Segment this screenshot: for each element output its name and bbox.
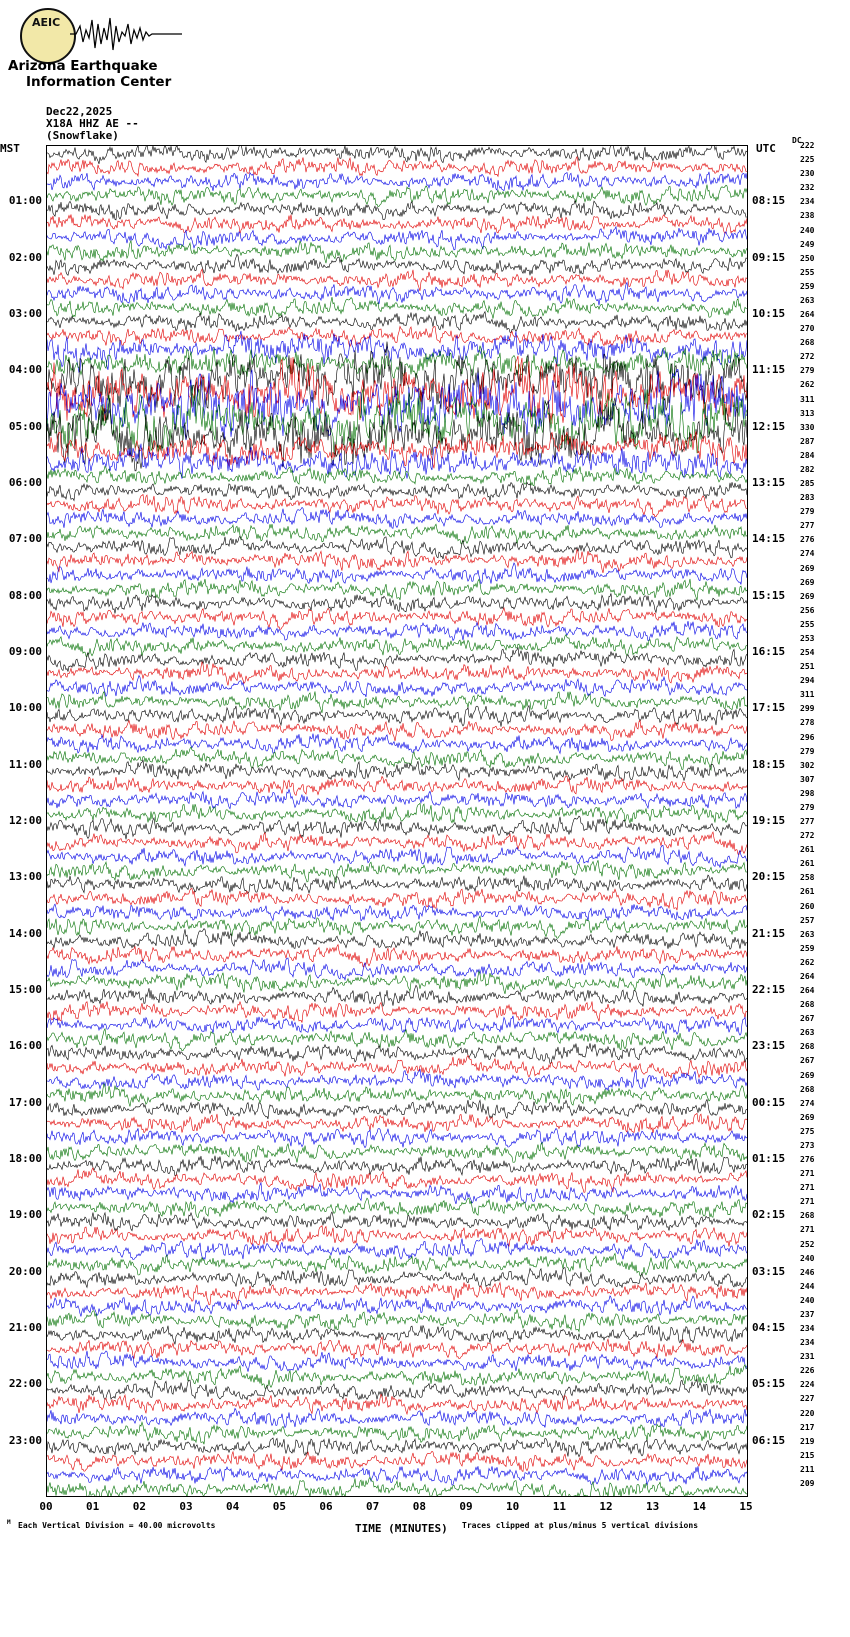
x-tick-label: 06 xyxy=(319,1500,333,1513)
dc-value-label: 268 xyxy=(800,338,815,348)
dc-value-label: 267 xyxy=(800,1056,815,1066)
dc-value-label: 277 xyxy=(800,817,815,826)
mst-hour-label: 03:00 xyxy=(8,307,42,320)
seismic-trace xyxy=(47,549,747,573)
dc-value-label: 209 xyxy=(800,1478,815,1488)
dc-column-label: DC xyxy=(792,136,802,145)
dc-value-label: 253 xyxy=(800,633,815,643)
dc-value-label: 287 xyxy=(800,436,815,446)
utc-hour-label: 08:15 xyxy=(752,194,786,208)
dc-value-label: 313 xyxy=(800,408,815,418)
seismic-trace xyxy=(47,342,747,415)
seismic-trace xyxy=(47,1156,747,1176)
station-site-name: (Snowflake) xyxy=(46,129,119,142)
seismic-trace xyxy=(47,1451,747,1471)
seismic-trace xyxy=(47,945,747,967)
seismic-trace xyxy=(47,1408,747,1427)
dc-value-label: 225 xyxy=(800,155,815,165)
dc-value-label: 270 xyxy=(800,324,815,334)
utc-hour-label: 05:15 xyxy=(752,1377,786,1391)
utc-hour-label: 00:15 xyxy=(752,1095,786,1109)
dc-value-label: 268 xyxy=(800,1211,815,1221)
x-tick-label: 08 xyxy=(412,1500,426,1513)
utc-hour-label: 01:15 xyxy=(752,1152,786,1165)
seismic-trace xyxy=(47,563,747,585)
seismic-trace xyxy=(47,1438,747,1457)
mst-hour-label: 05:00 xyxy=(8,419,42,433)
logo-acronym: AEIC xyxy=(32,16,61,29)
dc-value-label: 269 xyxy=(800,577,815,587)
dc-value-label: 259 xyxy=(800,943,815,953)
utc-hour-label: 03:15 xyxy=(752,1264,786,1278)
dc-value-label: 240 xyxy=(800,1295,815,1305)
seismic-trace xyxy=(47,760,747,781)
utc-hour-label: 19:15 xyxy=(752,814,786,827)
seismic-trace xyxy=(47,1212,747,1232)
mst-hour-label: 23:00 xyxy=(8,1433,42,1447)
dc-value-label: 227 xyxy=(800,1394,815,1404)
utc-hour-label: 17:15 xyxy=(752,701,786,715)
x-tick-label: 13 xyxy=(646,1500,660,1513)
seismic-trace xyxy=(47,185,747,207)
x-tick-label: 11 xyxy=(552,1500,566,1513)
dc-value-label: 269 xyxy=(800,1112,815,1122)
dc-value-label: 302 xyxy=(800,760,815,770)
seismic-trace xyxy=(47,621,747,641)
dc-value-label: 244 xyxy=(800,1281,815,1291)
dc-value-label: 259 xyxy=(800,281,815,291)
seismic-trace xyxy=(47,662,747,686)
dc-value-label: 311 xyxy=(800,394,815,404)
dc-value-label: 276 xyxy=(800,1155,815,1164)
dc-value-label: 261 xyxy=(800,887,815,897)
utc-hour-label: 18:15 xyxy=(752,757,786,771)
dc-value-label: 252 xyxy=(800,1239,815,1249)
seismic-trace xyxy=(47,845,747,867)
dc-value-label: 217 xyxy=(800,1422,815,1432)
mst-hour-label: 17:00 xyxy=(8,1095,42,1109)
seismic-trace xyxy=(47,157,747,177)
dc-value-label: 273 xyxy=(800,1140,815,1150)
seismic-trace xyxy=(47,1198,747,1218)
seismic-trace xyxy=(47,803,747,823)
utc-hour-label: 15:15 xyxy=(752,588,786,602)
x-tick-label: 03 xyxy=(179,1500,193,1513)
dc-value-label: 234 xyxy=(800,1324,815,1333)
right-timezone-label: UTC xyxy=(756,142,776,155)
seismic-trace xyxy=(47,971,747,994)
dc-value-label: 276 xyxy=(800,535,815,545)
x-tick-label: 00 xyxy=(39,1500,53,1513)
utc-hour-label: 02:15 xyxy=(752,1208,786,1222)
dc-value-label: 240 xyxy=(800,1253,815,1263)
x-tick-label: 07 xyxy=(366,1500,380,1513)
seismic-trace xyxy=(47,241,747,264)
seismic-trace xyxy=(47,214,747,234)
dc-value-label: 238 xyxy=(800,211,815,221)
dc-value-label: 246 xyxy=(800,1267,815,1277)
dc-value-label: 254 xyxy=(800,648,815,657)
x-tick-label: 09 xyxy=(459,1500,473,1513)
seismic-trace xyxy=(47,1183,747,1204)
utc-hour-label: 14:15 xyxy=(752,532,786,546)
dc-value-label: 274 xyxy=(800,549,815,559)
station-channel: X18A HHZ AE -- xyxy=(46,117,139,130)
dc-value-label: 224 xyxy=(800,1380,815,1390)
seismic-trace xyxy=(47,1238,747,1259)
seismic-trace xyxy=(47,1477,747,1496)
seismic-trace xyxy=(47,1099,747,1119)
seismic-trace xyxy=(47,875,747,894)
dc-value-label: 272 xyxy=(800,831,815,841)
dc-value-label: 284 xyxy=(800,450,815,460)
x-tick-label: 05 xyxy=(272,1500,286,1513)
dc-value-label: 307 xyxy=(800,774,815,784)
mst-hour-label: 13:00 xyxy=(8,870,42,884)
dc-value-label: 283 xyxy=(800,493,815,503)
dc-value-label: 279 xyxy=(800,507,815,517)
dc-value-label: 269 xyxy=(800,1070,815,1080)
seismic-trace xyxy=(47,929,747,950)
dc-value-label: 256 xyxy=(800,605,815,615)
dc-value-label: 285 xyxy=(800,479,815,488)
dc-value-label: 271 xyxy=(800,1225,815,1235)
aeic-logo xyxy=(8,6,183,90)
seismic-trace xyxy=(47,326,747,346)
dc-value-label: 261 xyxy=(800,845,815,855)
dc-value-label: 274 xyxy=(800,1098,815,1108)
dc-value-label: 272 xyxy=(800,352,815,362)
mst-hour-label: 09:00 xyxy=(8,645,42,658)
seismic-trace xyxy=(47,832,747,855)
dc-value-label: 251 xyxy=(800,662,815,672)
dc-value-label: 279 xyxy=(800,366,815,376)
seismic-trace xyxy=(47,579,747,601)
utc-hour-label: 16:15 xyxy=(752,645,786,658)
utc-hour-label: 13:15 xyxy=(752,476,786,489)
utc-hour-label: 23:15 xyxy=(752,1039,786,1053)
record-date: Dec22,2025 xyxy=(46,105,113,118)
dc-value-label: 255 xyxy=(800,267,815,277)
utc-hour-label: 20:15 xyxy=(752,870,786,884)
seismic-trace xyxy=(47,635,747,657)
dc-value-label: 234 xyxy=(800,1338,815,1348)
mst-hour-label: 22:00 xyxy=(8,1377,42,1391)
mst-hour-label: 11:00 xyxy=(8,757,42,771)
dc-value-label: 269 xyxy=(800,563,815,573)
dc-value-label: 271 xyxy=(800,1169,815,1179)
dc-value-label: 330 xyxy=(800,422,815,432)
dc-value-label: 264 xyxy=(800,971,815,981)
seismic-trace xyxy=(47,1268,747,1288)
dc-value-label: 279 xyxy=(800,802,815,812)
scale-note: Each Vertical Division = 40.00 microvolts xyxy=(18,1521,216,1530)
utc-hour-label: 21:15 xyxy=(752,926,786,940)
seismic-trace xyxy=(47,269,747,291)
mst-hour-label: 02:00 xyxy=(8,250,42,264)
mst-hour-label: 19:00 xyxy=(8,1208,42,1222)
seismic-trace xyxy=(47,1128,747,1147)
seismic-trace xyxy=(47,904,747,923)
mst-hour-label: 06:00 xyxy=(8,476,42,489)
x-tick-label: 10 xyxy=(506,1500,520,1513)
dc-value-label: 268 xyxy=(800,1084,815,1094)
dc-value-label: 222 xyxy=(800,141,815,150)
seismic-trace xyxy=(47,1043,747,1063)
dc-value-label: 294 xyxy=(800,676,815,686)
x-tick-label: 12 xyxy=(599,1500,613,1513)
dc-value-label: 262 xyxy=(800,957,815,967)
utc-hour-label: 06:15 xyxy=(752,1433,786,1447)
seismic-trace xyxy=(47,985,747,1006)
dc-value-label: 263 xyxy=(800,929,815,939)
dc-value-label: 232 xyxy=(800,183,815,193)
dc-value-label: 311 xyxy=(800,690,815,700)
seismic-trace xyxy=(47,816,747,839)
seismic-trace xyxy=(47,720,747,741)
mst-hour-label: 08:00 xyxy=(8,588,42,602)
mst-hour-label: 15:00 xyxy=(8,983,42,996)
x-axis-title: TIME (MINUTES) xyxy=(355,1522,448,1535)
dc-value-label: 279 xyxy=(800,746,815,756)
dc-value-label: 277 xyxy=(800,521,815,531)
seismic-trace xyxy=(47,1296,747,1317)
dc-value-label: 231 xyxy=(800,1352,815,1362)
seismic-trace xyxy=(47,431,747,468)
mst-hour-label: 01:00 xyxy=(8,194,42,208)
dc-value-label: 271 xyxy=(800,1197,815,1207)
mst-hour-label: 12:00 xyxy=(8,814,42,827)
dc-value-label: 271 xyxy=(800,1183,815,1193)
dc-value-label: 262 xyxy=(800,380,815,390)
mst-hour-label: 20:00 xyxy=(8,1264,42,1278)
seismic-trace xyxy=(47,508,747,529)
seismic-trace xyxy=(47,776,747,795)
seismic-trace xyxy=(47,1143,747,1163)
seismic-trace xyxy=(47,1422,747,1444)
x-tick-label: 14 xyxy=(692,1500,706,1513)
mst-hour-label: 10:00 xyxy=(8,701,42,715)
trace-canvas xyxy=(47,146,747,1496)
utc-hour-label: 11:15 xyxy=(752,363,786,377)
utc-hour-label: 04:15 xyxy=(752,1321,786,1334)
dc-value-label: 257 xyxy=(800,915,815,925)
footer-tiny-marker: M xyxy=(7,1519,11,1526)
utc-hour-label: 09:15 xyxy=(752,250,786,264)
left-timezone-label: MST xyxy=(0,142,20,155)
seismic-trace xyxy=(47,1310,747,1332)
logo-title-line2: Information Center xyxy=(26,74,172,90)
dc-value-label: 268 xyxy=(800,1042,815,1052)
dc-value-label: 230 xyxy=(800,169,815,179)
mst-hour-label: 14:00 xyxy=(8,926,42,940)
seismic-trace xyxy=(47,254,747,275)
seismic-trace xyxy=(47,1029,747,1051)
x-tick-label: 01 xyxy=(86,1500,100,1513)
x-tick-label: 04 xyxy=(226,1500,240,1513)
dc-value-label: 226 xyxy=(800,1366,815,1376)
utc-hour-label: 10:15 xyxy=(752,307,786,320)
dc-value-label: 249 xyxy=(800,239,815,249)
seismic-trace xyxy=(47,676,747,698)
x-tick-label: 02 xyxy=(132,1500,146,1513)
utc-hour-label: 22:15 xyxy=(752,983,786,996)
seismic-trace xyxy=(47,916,747,938)
dc-value-label: 260 xyxy=(800,901,815,911)
dc-value-label: 258 xyxy=(800,873,815,883)
mst-hour-label: 07:00 xyxy=(8,532,42,546)
dc-value-label: 240 xyxy=(800,225,815,235)
mst-hour-label: 04:00 xyxy=(8,363,42,377)
seismic-trace xyxy=(47,1016,747,1035)
mst-hour-label: 21:00 xyxy=(8,1321,42,1334)
seismic-trace xyxy=(47,1226,747,1247)
dc-value-label: 275 xyxy=(800,1126,815,1136)
dc-value-label: 268 xyxy=(800,1000,815,1010)
dc-value-label: 261 xyxy=(800,859,815,869)
seismic-trace xyxy=(47,200,747,220)
seismic-trace xyxy=(47,1379,747,1399)
seismic-trace xyxy=(47,706,747,727)
dc-value-label: 215 xyxy=(800,1450,815,1460)
seismic-trace xyxy=(47,482,747,501)
dc-value-label: 263 xyxy=(800,1028,815,1038)
dc-value-label: 219 xyxy=(800,1436,815,1446)
seismic-trace xyxy=(47,789,747,808)
x-tick-label: 15 xyxy=(739,1500,753,1513)
logo-title-line1: Arizona Earthquake xyxy=(8,58,158,74)
clip-note: Traces clipped at plus/minus 5 vertical divisions xyxy=(462,1521,699,1530)
dc-value-label: 264 xyxy=(800,986,815,995)
utc-hour-label: 12:15 xyxy=(752,419,786,433)
seismic-trace xyxy=(47,495,747,517)
seismic-trace xyxy=(47,1337,747,1359)
helicorder-plot[interactable] xyxy=(46,145,748,1497)
seismic-trace xyxy=(47,172,747,191)
mst-hour-label: 16:00 xyxy=(8,1039,42,1053)
dc-value-label: 264 xyxy=(800,310,815,319)
dc-value-label: 282 xyxy=(800,464,815,474)
dc-value-label: 299 xyxy=(800,704,815,714)
dc-value-label: 220 xyxy=(800,1408,815,1418)
dc-value-label: 263 xyxy=(800,295,815,305)
seismic-trace xyxy=(47,593,747,613)
mst-hour-label: 18:00 xyxy=(8,1152,42,1165)
seismic-wave-icon xyxy=(70,14,182,54)
dc-value-label: 250 xyxy=(800,253,815,263)
dc-value-label: 298 xyxy=(800,788,815,798)
dc-value-label: 211 xyxy=(800,1464,815,1474)
seismic-trace xyxy=(47,1253,747,1276)
dc-value-label: 278 xyxy=(800,718,815,728)
seismic-trace xyxy=(47,608,747,629)
seismic-trace xyxy=(47,860,747,882)
dc-value-label: 255 xyxy=(800,619,815,629)
seismic-trace xyxy=(47,958,747,980)
dc-value-label: 269 xyxy=(800,591,815,601)
seismic-trace xyxy=(47,1466,747,1486)
dc-value-label: 267 xyxy=(800,1014,815,1024)
seismic-trace xyxy=(47,146,747,164)
dc-value-label: 296 xyxy=(800,732,815,742)
dc-value-label: 234 xyxy=(800,197,815,207)
dc-value-label: 237 xyxy=(800,1309,815,1319)
